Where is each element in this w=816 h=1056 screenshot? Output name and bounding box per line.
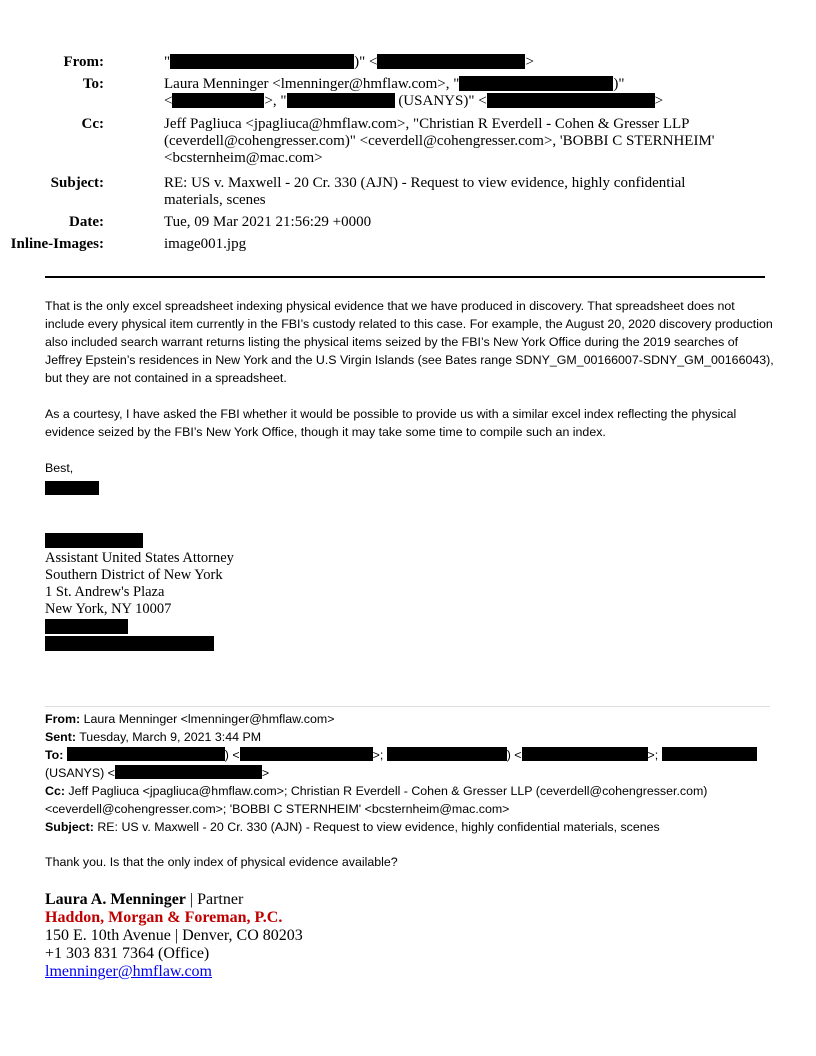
cc-value: Jeff Pagliuca <jpagliuca@hmflaw.com>, "Christian R Everdell - Cohen & Gresser LLP (ceverdell@cohengresser.com)" <ceverdell@cohengresser.com>, 'BOBBI C STERNHEIM' <bcsternheim@mac.com> [164,116,715,166]
redaction [170,54,354,69]
quoted-divider [45,706,770,707]
text: > [654,93,664,109]
sig-role: Partner [197,891,244,908]
to-label: To: [82,76,104,92]
text: | [185,891,198,908]
redaction [115,765,262,779]
sig-name: Laura A. Menninger [45,891,186,908]
redaction [45,481,99,495]
laura-signature [45,891,303,981]
to-label: To: [45,748,64,762]
sig-firm: Haddon, Morgan & Foreman, P.C. [45,909,283,926]
redaction [67,747,225,761]
text: Laura Menninger <lmenninger@hmflaw.com>, " [164,76,460,92]
sig-address: 150 E. 10th Avenue | Denver, CO 80203 [45,927,303,944]
inline-images-label: Inline-Images: [10,236,104,252]
redaction [287,93,395,108]
signature-block [45,550,234,618]
sent-value: Tuesday, March 9, 2021 3:44 PM [79,730,262,744]
text: > [261,766,270,780]
redaction [240,747,373,761]
redaction [377,54,525,69]
text: " [164,54,171,70]
inline-images-value: image001.jpg [164,236,247,252]
redaction [45,619,128,634]
signature-office: Southern District of New York [45,567,223,583]
text: >, " [264,93,287,109]
signature-city: New York, NY 10007 [45,601,172,617]
cc-value: Jeff Pagliuca <jpagliuca@hmflaw.com>; Christian R Everdell - Cohen & Gresser LLP (ceverdell@cohengresser.com) <ceverdell@cohengresser.com>; 'BOBBI C STERNHEIM' <bcsternheim@mac.com> [45,784,708,816]
closing: Best, [45,461,74,475]
quoted-header [45,710,775,871]
sig-email-link[interactable]: lmenninger@hmflaw.com [45,963,212,980]
from-value: Laura Menninger <lmenninger@hmflaw.com> [83,712,335,726]
redaction [662,747,757,761]
text: > [525,54,534,70]
body-paragraph-1: That is the only excel spreadsheet indexing physical evidence that we have produced in discovery. That spreadsheet does not include every physical item currently in the FBI’s custody related to this case. For example, the August 20, 2020 discovery production also included search warrant returns listing the physical items seized by the FBI’s New York Office during the 2019 searches of Jeffrey Epstein’s residences in New York and the U.S Virgin Islands (see Bates range SDNY_GM_00166007-SDNY_GM_00166043), but they are not contained in a spreadsheet. [45,299,774,385]
header-divider [45,276,765,278]
text: )" < [354,54,378,70]
subject-value: RE: US v. Maxwell - 20 Cr. 330 (AJN) - Request to view evidence, highly confidential materials, scenes [164,175,686,208]
from-label: From: [45,712,81,726]
sig-phone: +1 303 831 7364 (Office) [45,945,210,962]
redaction [45,533,143,548]
sent-label: Sent: [45,730,76,744]
signature-title: Assistant United States Attorney [45,550,234,566]
cc-label: Cc: [81,116,104,132]
text: ) < [224,748,240,762]
redaction [487,93,655,108]
redaction [45,636,214,651]
cc-label: Cc: [45,784,65,798]
redaction [387,747,507,761]
text: (USANYS) < [45,766,115,780]
date-value: Tue, 09 Mar 2021 21:56:29 +0000 [164,214,372,230]
text: >; [647,748,662,762]
text: (USANYS)" < [394,93,487,109]
signature-street: 1 St. Andrew's Plaza [45,584,165,600]
subject-value: RE: US v. Maxwell - 20 Cr. 330 (AJN) - Request to view evidence, highly confidential materials, scenes [97,820,660,834]
redaction [459,76,613,91]
text: < [164,93,173,109]
redaction [522,747,648,761]
subject-label: Subject: [45,820,94,834]
text: >; [372,748,387,762]
quoted-message: Thank you. Is that the only index of physical evidence available? [45,855,398,869]
date-label: Date: [69,214,104,230]
body-paragraph-2: As a courtesy, I have asked the FBI whether it would be possible to provide us with a similar excel index reflecting the physical evidence seized by the FBI’s New York Office, though it may take some time to compile such an index. [45,407,737,439]
text: ) < [506,748,522,762]
subject-label: Subject: [50,175,104,191]
from-label: From: [63,54,104,70]
redaction [172,93,264,108]
text: )" [613,76,625,92]
